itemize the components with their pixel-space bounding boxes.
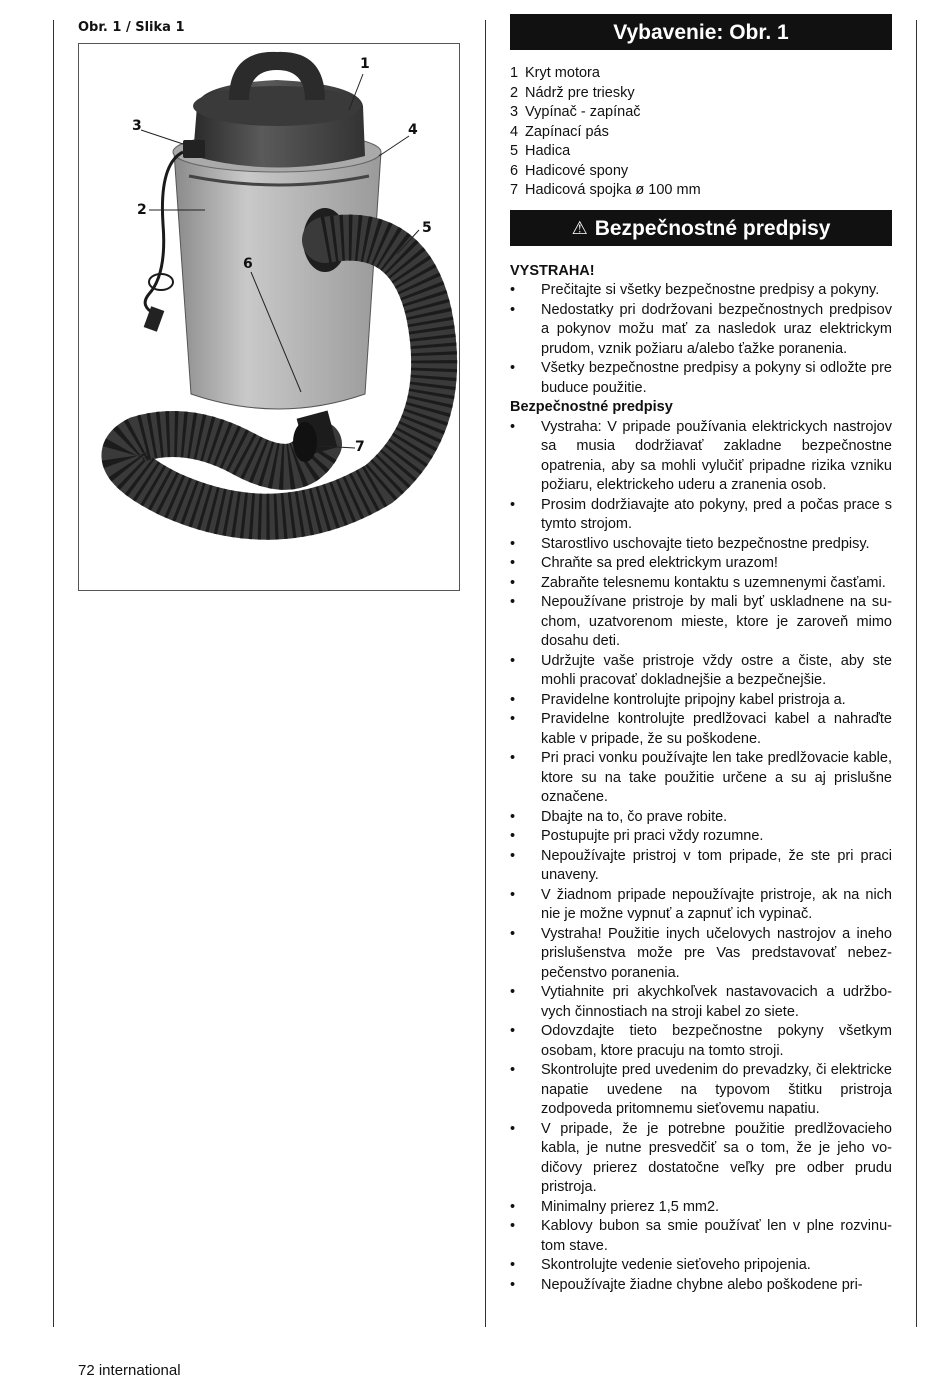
- callout-2: 2: [137, 202, 147, 218]
- figure-caption: Obr. 1 / Slika 1: [78, 20, 185, 35]
- equipment-item-number: 2: [510, 84, 519, 101]
- warning-list: [510, 281, 892, 398]
- safety-rule-text: Nedostatky pri dodržovani bezpečnostnych predpisov a pokynov možu mať za nasledok uraz elektrickym prudom, vznik požiaru a/alebo ťažke poranenia.: [541, 301, 892, 357]
- bullet-mark: •: [510, 691, 516, 708]
- safety-rule-item: [510, 554, 892, 574]
- bullet-mark: •: [510, 1198, 516, 1215]
- safety-rule-item: [510, 808, 892, 828]
- safety-rule-text: Vystraha! Použitie inych učelovych nastrojov a ineho prislušenstva može pre Vas predstavovať nebezpečenstvo poranenia.: [541, 925, 892, 981]
- bullet-mark: •: [510, 652, 516, 669]
- bullet-mark: •: [510, 847, 516, 864]
- safety-rule-item: [510, 1022, 892, 1061]
- safety-rule-text: Nepoužívajte pristroj v tom pripade, že ste pri praci unaveny.: [541, 847, 892, 883]
- equipment-item-label: Hadicové spony: [525, 162, 629, 179]
- safety-rule-text: Odovzdajte tieto bezpečnostne pokyny všetkym osobam, ktore pracuju na tomto stroji.: [541, 1023, 892, 1059]
- equipment-item: [510, 142, 892, 162]
- right-margin-rule: [916, 20, 917, 1327]
- column-divider-rule: [485, 20, 486, 1327]
- bullet-mark: •: [510, 301, 516, 318]
- equipment-title: Vybavenie: Obr. 1: [510, 14, 892, 50]
- warning-triangle-icon: ⚠: [571, 217, 588, 238]
- safety-rule-item: [510, 827, 892, 847]
- safety-rule-text: Minimalny prierez 1,5 mm2.: [541, 1198, 720, 1215]
- safety-rule-text: Pravidelne kontrolujte pripojny kabel pristroja a.: [541, 691, 846, 708]
- rules-list: [510, 418, 892, 1296]
- safety-rule-item: [510, 281, 892, 301]
- equipment-item-label: Nádrž pre triesky: [525, 84, 635, 101]
- bullet-mark: •: [510, 1276, 516, 1293]
- equipment-item-label: Zapínací pás: [525, 123, 609, 140]
- equipment-item-label: Hadicová spojka ø 100 mm: [525, 182, 701, 198]
- bullet-mark: •: [510, 1257, 516, 1273]
- bullet-mark: •: [510, 1062, 516, 1078]
- safety-rule-item: [510, 886, 892, 925]
- page-footer: 72 international: [78, 1362, 181, 1379]
- equipment-item: [510, 84, 892, 104]
- safety-rule-text: Skontrolujte pred uvedenim do prevadzky, či elektricke napatie uvedene na typovom štitku pristroja zodpoveda pritomnemu sieťovemu napatiu.: [541, 1062, 892, 1117]
- bullet-mark: •: [510, 711, 516, 727]
- safety-rule-text: Vystraha: V pripade používania elektrickych nastrojov sa musia dodržiavať zakladne bezpečnostne opatrenia, aby sa mohli vylučiť pripadne rizika vzniku požiaru, elektrickeho uderu a zranenia osob.: [541, 418, 892, 493]
- callout-6: 6: [243, 256, 253, 272]
- safety-rule-item: [510, 691, 892, 711]
- bullet-mark: •: [510, 496, 516, 513]
- bullet-mark: •: [510, 574, 516, 591]
- equipment-item: [510, 123, 892, 143]
- safety-rule-item: [510, 418, 892, 496]
- equipment-item-label: Vypínač - zapínač: [525, 104, 641, 120]
- bullet-mark: •: [510, 925, 516, 942]
- safety-rule-item: [510, 1198, 892, 1218]
- figure-frame: [78, 43, 460, 591]
- safety-rule-text: Pravidelne kontrolujte predlžovaci kabel a nahraďte kable v pripade, že su poškodene.: [541, 711, 892, 747]
- equipment-item-number: 7: [510, 182, 519, 198]
- safety-rule-item: [510, 847, 892, 886]
- safety-rule-item: [510, 1256, 892, 1276]
- bullet-mark: •: [510, 535, 516, 552]
- equipment-item-number: 6: [510, 162, 519, 179]
- bullet-mark: •: [510, 282, 516, 298]
- warning-heading: VYSTRAHA!: [510, 262, 595, 279]
- safety-rule-text: Dbajte na to, čo prave robite.: [541, 808, 728, 825]
- safety-rule-text: Prečitajte si všetky bezpečnostne predpisy a pokyny.: [541, 282, 880, 298]
- bullet-mark: •: [510, 1023, 516, 1039]
- safety-rule-text: Prosim dodržiavajte ato pokyny, pred a počas prace s tymto strojom.: [541, 496, 892, 532]
- safety-rule-text: Chraňte sa pred elektrickym urazom!: [541, 555, 778, 571]
- safety-rule-item: [510, 1217, 892, 1256]
- safety-rule-text: Kablovy bubon sa smie používať len v plne rozvinutom stave.: [541, 1218, 892, 1254]
- safety-rule-item: [510, 535, 892, 555]
- safety-rule-text: Nepoužívane pristroje by mali byť uskladnene na suchom, uzatvorenom mieste, ktore je zaroveň mimo dosahu deti.: [541, 594, 892, 649]
- safety-title-banner: [510, 210, 892, 246]
- safety-rule-text: Všetky bezpečnostne predpisy a pokyny si odložte pre buduce použitie.: [541, 360, 892, 396]
- safety-rule-item: [510, 496, 892, 535]
- bullet-mark: •: [510, 886, 516, 903]
- equipment-item-number: 5: [510, 143, 519, 159]
- safety-rule-text: Zabraňte telesnemu kontaktu s uzemnenymi časťami.: [541, 574, 886, 591]
- safety-rule-text: Nepoužívajte žiadne chybne alebo poškodene pri-: [541, 1276, 863, 1293]
- safety-rule-item: [510, 1276, 892, 1296]
- equipment-list: [510, 64, 892, 201]
- bullet-mark: •: [510, 750, 516, 766]
- callout-1: 1: [360, 56, 370, 72]
- callout-3: 3: [132, 118, 142, 134]
- safety-title: Bezpečnostné predpisy: [594, 216, 831, 240]
- bullet-mark: •: [510, 808, 516, 825]
- safety-rule-text: V žiadnom pripade nepoužívajte pristroje, ak na nich nie je možne vypnuť a zapnuť ich vypinač.: [541, 886, 892, 922]
- equipment-item-label: Hadica: [525, 143, 571, 159]
- right-column: [510, 14, 892, 1295]
- equipment-item: [510, 103, 892, 123]
- safety-rule-item: [510, 652, 892, 691]
- bullet-mark: •: [510, 418, 516, 435]
- safety-rule-item: [510, 925, 892, 984]
- callout-7: 7: [355, 439, 365, 455]
- equipment-item-number: 3: [510, 104, 519, 120]
- bullet-mark: •: [510, 984, 516, 1000]
- safety-rule-item: [510, 301, 892, 360]
- equipment-item: [510, 162, 892, 182]
- bullet-mark: •: [510, 1120, 516, 1137]
- equipment-item-number: 1: [510, 65, 519, 81]
- callout-4: 4: [408, 122, 418, 138]
- safety-rule-text: Starostlivo uschovajte tieto bezpečnostne predpisy.: [541, 535, 870, 552]
- left-margin-rule: [53, 20, 54, 1327]
- bullet-mark: •: [510, 360, 516, 376]
- equipment-item: [510, 64, 892, 84]
- equipment-item-label: Kryt motora: [525, 65, 600, 81]
- safety-rule-item: [510, 574, 892, 594]
- safety-rule-text: V pripade, že je potrebne použitie predlžovacieho kabla, je nutne presvedčiť sa o tom, že je jeho vodičovy prierez dostatočne veľky pre odber prudu pristroja.: [541, 1120, 892, 1195]
- safety-rule-item: [510, 593, 892, 652]
- safety-rule-text: Skontrolujte vedenie sieťoveho pripojenia.: [541, 1257, 811, 1273]
- safety-rule-text: Postupujte pri praci vždy rozumne.: [541, 828, 764, 844]
- safety-rule-item: [510, 983, 892, 1022]
- equipment-item-number: 4: [510, 123, 519, 140]
- bullet-mark: •: [510, 828, 516, 844]
- safety-rule-item: [510, 749, 892, 808]
- safety-rule-text: Vytiahnite pri akychkoľvek nastavovacich a udržbovych činnostiach na stroji kabel zo siete.: [541, 984, 892, 1020]
- safety-rule-item: [510, 1061, 892, 1120]
- bullet-mark: •: [510, 594, 516, 610]
- callout-5: 5: [422, 220, 432, 236]
- safety-rule-item: [510, 1120, 892, 1198]
- safety-rule-text: Pri praci vonku používajte len take predlžovacie kable, ktore su na take použitie určene a su aj prislušne označene.: [541, 750, 892, 805]
- safety-rule-item: [510, 710, 892, 749]
- safety-rule-item: [510, 359, 892, 398]
- bullet-mark: •: [510, 1218, 516, 1234]
- equipment-item: [510, 181, 892, 201]
- bullet-mark: •: [510, 555, 516, 571]
- rules-heading: Bezpečnostné predpisy: [510, 399, 673, 415]
- safety-rule-text: Udržujte vaše pristroje vždy ostre a čiste, aby ste mohli pracovať dokladnejšie a bezpečnejšie.: [541, 652, 892, 688]
